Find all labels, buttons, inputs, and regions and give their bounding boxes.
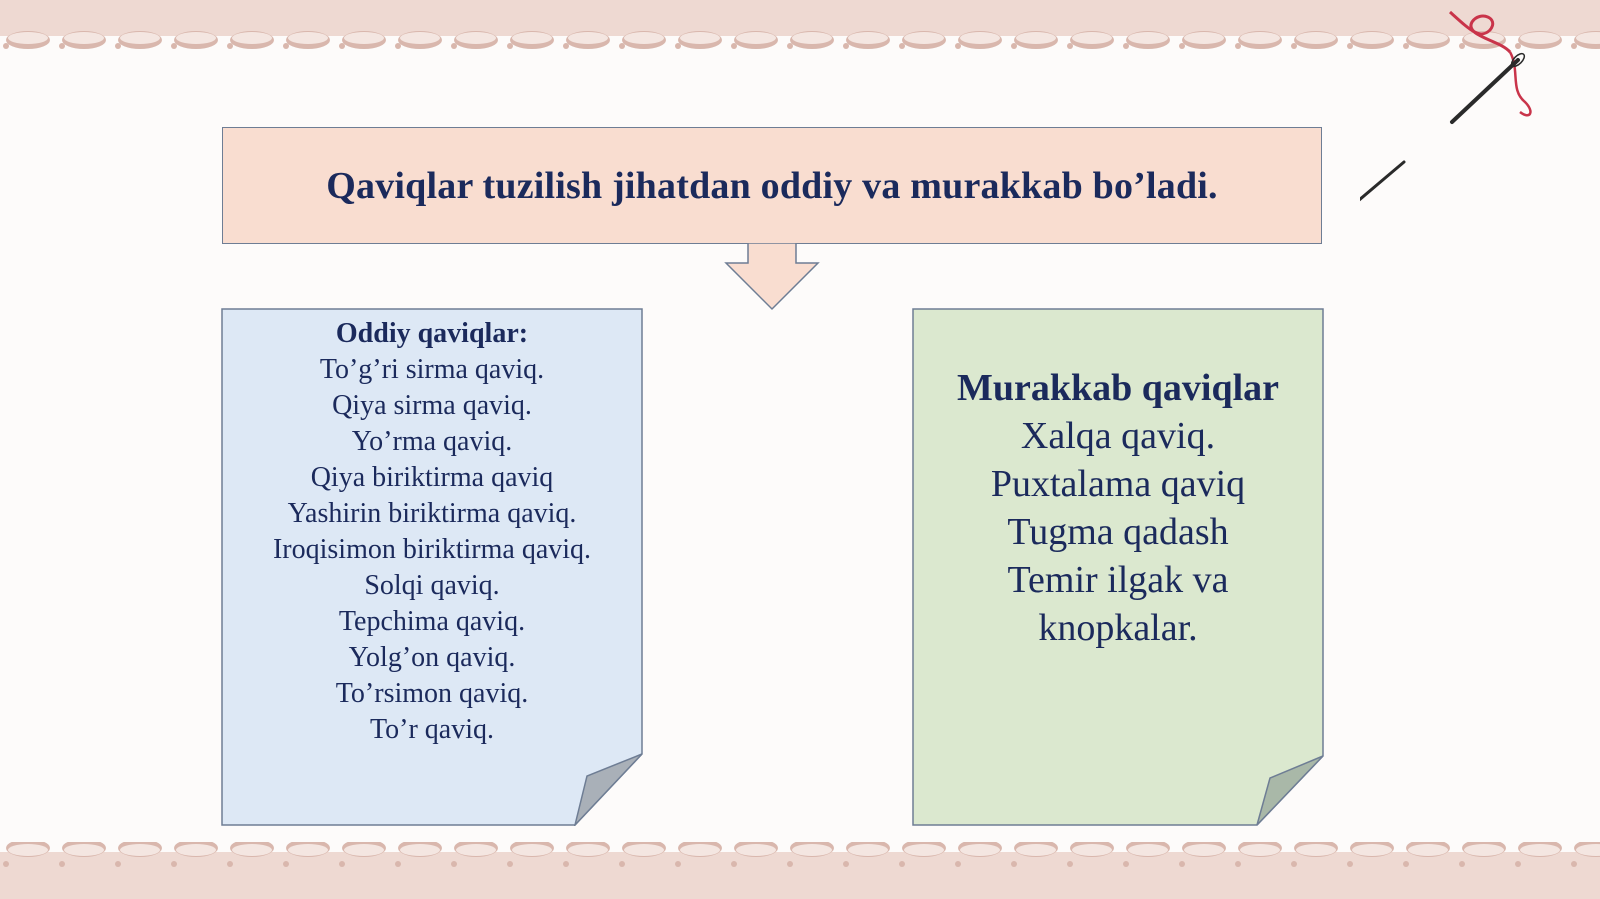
list-item: Temir ilgak va bbox=[1007, 559, 1229, 601]
list-item: Qiya sirma qaviq. bbox=[332, 390, 532, 421]
list-item: To’rsimon qaviq. bbox=[335, 678, 529, 709]
complex-stitches-list bbox=[912, 308, 1324, 652]
list-item: Tugma qadash bbox=[1007, 511, 1229, 553]
list-item: Yo’rma qaviq. bbox=[351, 426, 513, 457]
list-item: Yashirin biriktirma qaviq. bbox=[287, 498, 577, 529]
list-item: To’g’ri sirma qaviq. bbox=[319, 354, 545, 385]
simple-stitches-list bbox=[221, 308, 643, 748]
needle-thread-icon bbox=[1360, 0, 1600, 220]
lace-border-bottom bbox=[0, 834, 1600, 899]
down-arrow-icon bbox=[722, 243, 822, 311]
list-item: Tepchima qaviq. bbox=[338, 606, 526, 637]
list-item: To’r qaviq. bbox=[369, 714, 494, 745]
slide-title: Qaviqlar tuzilish jihatdan oddiy va murakkab bo’ladi. bbox=[326, 164, 1218, 207]
list-item: knopkalar. bbox=[1038, 607, 1198, 649]
simple-stitches-heading: Oddiy qaviqlar: bbox=[335, 318, 529, 349]
list-item: Xalqa qaviq. bbox=[1020, 415, 1216, 457]
list-item: Puxtalama qaviq bbox=[990, 463, 1246, 505]
list-item: Iroqisimon biriktirma qaviq. bbox=[272, 534, 592, 565]
list-item: Yolg’on qaviq. bbox=[348, 642, 516, 673]
complex-stitches-heading: Murakkab qaviqlar bbox=[956, 367, 1280, 409]
list-item: Solqi qaviq. bbox=[364, 570, 500, 601]
simple-stitches-card bbox=[221, 308, 643, 826]
list-item: Qiya biriktirma qaviq bbox=[310, 462, 554, 493]
complex-stitches-card bbox=[912, 308, 1324, 826]
title-box bbox=[222, 127, 1322, 244]
